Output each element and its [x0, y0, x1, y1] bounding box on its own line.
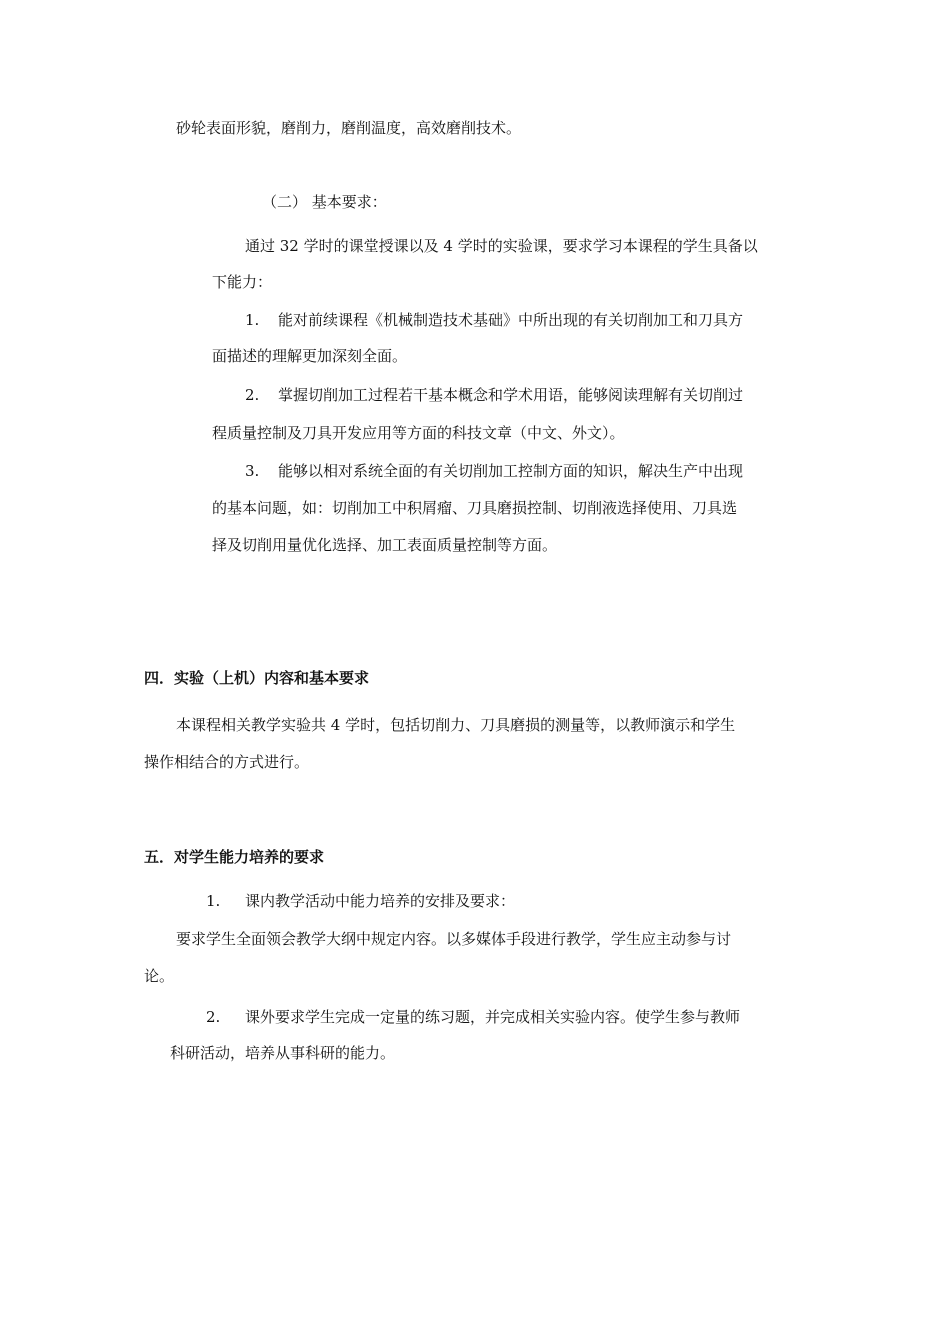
text-line: 操作相结合的方式进行。 [144, 753, 310, 771]
text-line: 通过 32 学时的课堂授课以及 4 学时的实验课，要求学习本课程的学生具备以 [245, 237, 758, 255]
text-line: 论。 [144, 967, 175, 985]
list-item-text: 的基本问题，如：切削加工中积屑瘤、刀具磨损控制、切削液选择使用、刀具选 [212, 499, 738, 517]
list-item-number: 3. [245, 462, 260, 480]
list-item-number: 1. [245, 311, 260, 329]
list-item-text: 能够以相对系统全面的有关切削加工控制方面的知识，解决生产中出现 [278, 462, 744, 480]
list-item-text: 程质量控制及刀具开发应用等方面的科技文章（中文、外文）。 [212, 424, 625, 442]
list-item-text: 择及切削用量优化选择、加工表面质量控制等方面。 [212, 536, 558, 554]
list-item-number: 2. [245, 386, 260, 404]
section-heading: 五．对学生能力培养的要求 [144, 848, 325, 866]
text-line: 要求学生全面领会教学大纲中规定内容。以多媒体手段进行教学，学生应主动参与讨 [176, 930, 732, 948]
list-item-text: 掌握切削加工过程若干基本概念和学术用语，能够阅读理解有关切削过 [278, 386, 744, 404]
list-item-text: 能对前续课程《机械制造技术基础》中所出现的有关切削加工和刀具方 [278, 311, 744, 329]
list-item-text: 科研活动，培养从事科研的能力。 [170, 1044, 396, 1062]
section-heading: 四．实验（上机）内容和基本要求 [144, 669, 370, 687]
text-line: 本课程相关教学实验共 4 学时，包括切削力、刀具磨损的测量等，以教师演示和学生 [176, 716, 736, 734]
list-item-text: 面描述的理解更加深刻全面。 [212, 347, 408, 365]
section-subtitle: （二） 基本要求： [262, 193, 387, 211]
list-item-number: 2. [206, 1008, 221, 1026]
text-line: 砂轮表面形貌，磨削力，磨削温度，高效磨削技术。 [176, 119, 522, 137]
list-item-text: 课内教学活动中能力培养的安排及要求： [245, 892, 516, 910]
list-item-number: 1. [206, 892, 221, 910]
text-line: 下能力： [212, 273, 273, 291]
list-item-text: 课外要求学生完成一定量的练习题，并完成相关实验内容。使学生参与教师 [245, 1008, 741, 1026]
